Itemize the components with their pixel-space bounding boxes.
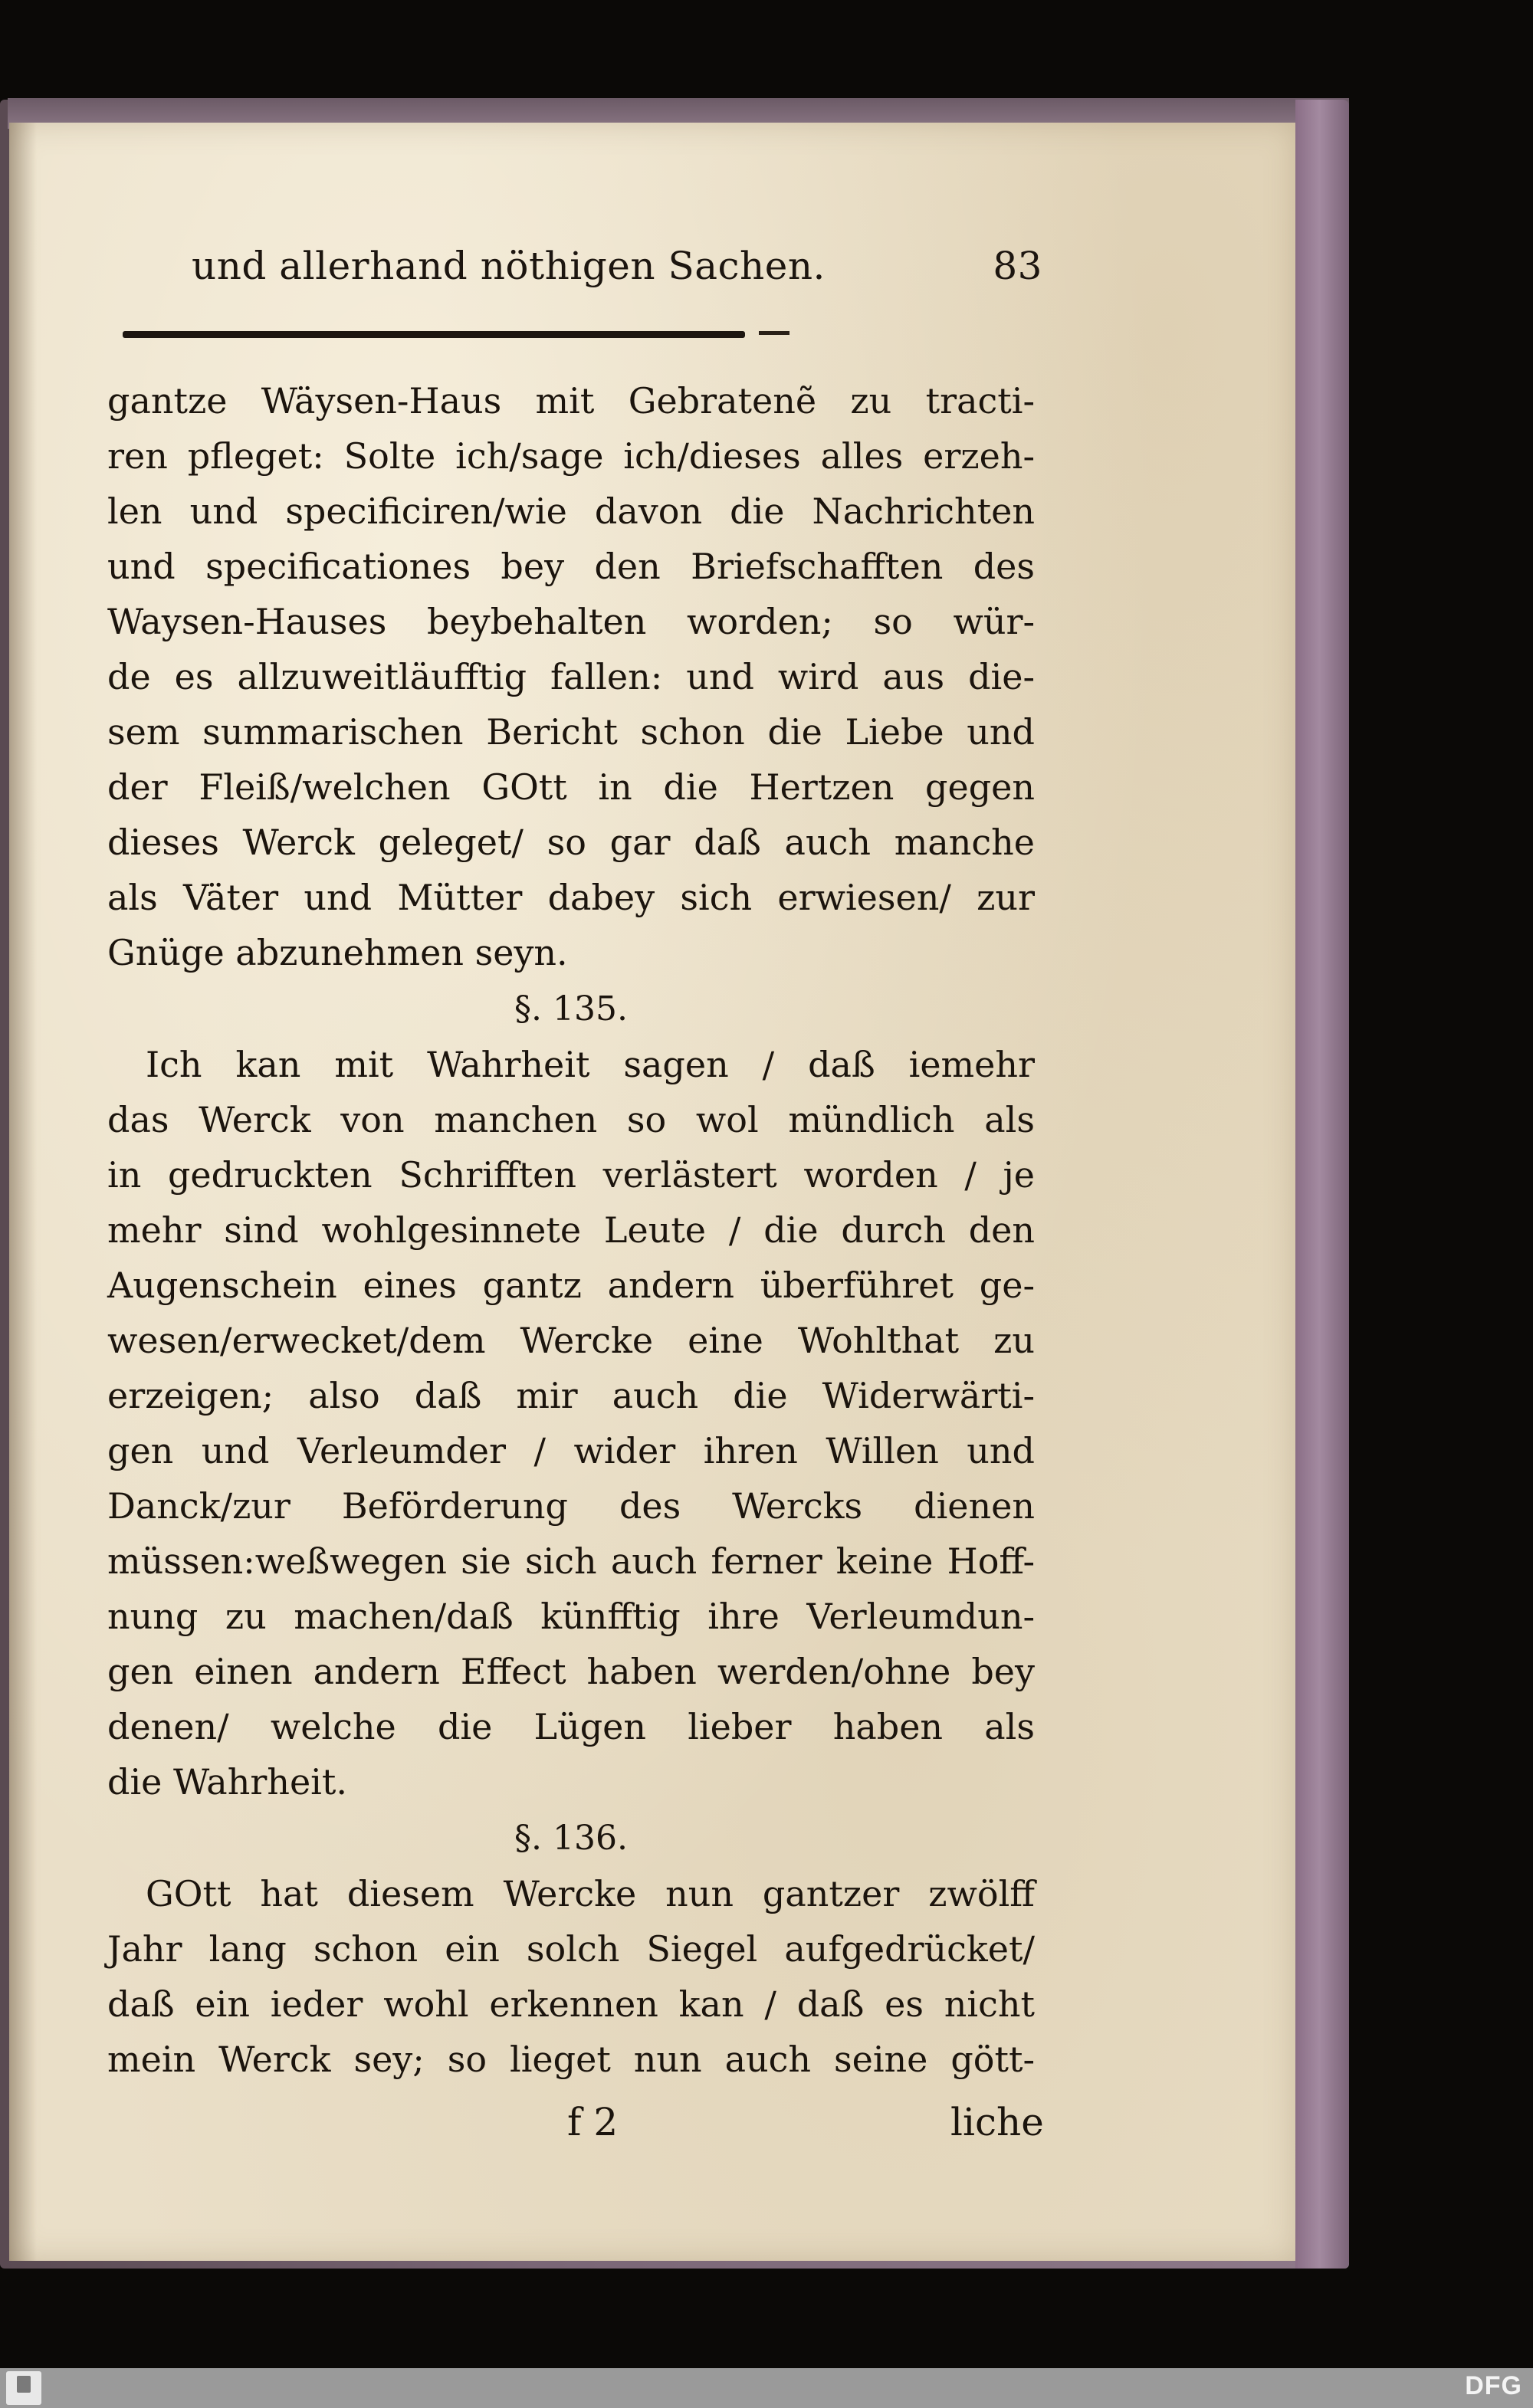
page-number: 83 — [993, 244, 1042, 288]
section-135-line: nung zu machen/daß künfftig ihre Verleumdun- — [107, 1596, 1035, 1637]
section-135-line: das Werck von manchen so wol mündlich als — [107, 1099, 1035, 1140]
body-line: ren pfleget: Solte ich/sage ich/dieses alles erzeh- — [107, 435, 1035, 477]
head-rule-fragment — [759, 331, 789, 335]
library-logo-icon — [6, 2371, 41, 2405]
section-heading-136: §. 136. — [514, 1819, 628, 1858]
head-rule — [123, 331, 745, 338]
section-135-line: gen einen andern Effect haben werden/ohne bey — [107, 1651, 1035, 1692]
section-136-line: mein Werck sey; so lieget nun auch seine gött- — [107, 2039, 1035, 2080]
body-line: de es allzuweitläufftig fallen: und wird aus die- — [107, 656, 1035, 697]
running-head — [192, 244, 1042, 305]
catchword: liche — [950, 2100, 1044, 2144]
body-line: und specificationes bey den Briefschafften des — [107, 546, 1035, 587]
body-line: len und specificiren/wie davon die Nachrichten — [107, 490, 1035, 532]
section-135-line: Danck/zur Beförderung des Wercks dienen — [107, 1485, 1035, 1527]
body-line: sem summarischen Bericht schon die Liebe und — [107, 711, 1035, 753]
section-135-line: Ich kan mit Wahrheit sagen / daß iemehr — [146, 1044, 1035, 1085]
section-135-line: wesen/erwecket/dem Wercke eine Wohlthat zu — [107, 1320, 1035, 1361]
section-heading-135: §. 135. — [514, 989, 628, 1028]
section-135-line: gen und Verleumder / wider ihren Willen und — [107, 1430, 1035, 1471]
section-136-line: Jahr lang schon ein solch Siegel aufgedrücket/ — [107, 1928, 1035, 1970]
signature-mark: f 2 — [567, 2100, 619, 2144]
section-135-line: mehr sind wohlgesinnete Leute / die durch den — [107, 1209, 1035, 1251]
section-135-line: müssen:weßwegen sie sich auch ferner keine Hoff- — [107, 1540, 1035, 1582]
section-135-line: Augenschein eines gantz andern überführet ge- — [107, 1265, 1035, 1306]
section-136-line: GOtt hat diesem Wercke nun gantzer zwölff — [146, 1873, 1035, 1914]
book-cover-edge — [1295, 100, 1349, 2269]
body-line: Gnüge abzunehmen seyn. — [107, 932, 568, 973]
dfg-logo: DFG — [1465, 2371, 1522, 2400]
body-line: dieses Werck geleget/ so gar daß auch manche — [107, 822, 1035, 863]
viewer-footer-bar — [0, 2368, 1533, 2408]
body-line: als Väter und Mütter dabey sich erwiesen/ zur — [107, 877, 1035, 918]
section-135-line: denen/ welche die Lügen lieber haben als — [107, 1706, 1035, 1747]
gutter-shadow — [9, 123, 37, 2261]
section-135-line: in gedruckten Schrifften verlästert worden / je — [107, 1154, 1035, 1196]
body-line: der Fleiß/welchen GOtt in die Hertzen gegen — [107, 766, 1035, 808]
body-line: gantze Wäysen-Haus mit Gebratenẽ zu tracti- — [107, 380, 1035, 422]
section-135-line: erzeigen; also daß mir auch die Widerwärti- — [107, 1375, 1035, 1416]
running-head-title: und allerhand nöthigen Sachen. — [192, 244, 826, 288]
section-136-line: daß ein ieder wohl erkennen kan / daß es nicht — [107, 1983, 1035, 2025]
body-line: Waysen-Hauses beybehalten worden; so wür- — [107, 601, 1035, 642]
section-135-line: die Wahrheit. — [107, 1761, 347, 1803]
